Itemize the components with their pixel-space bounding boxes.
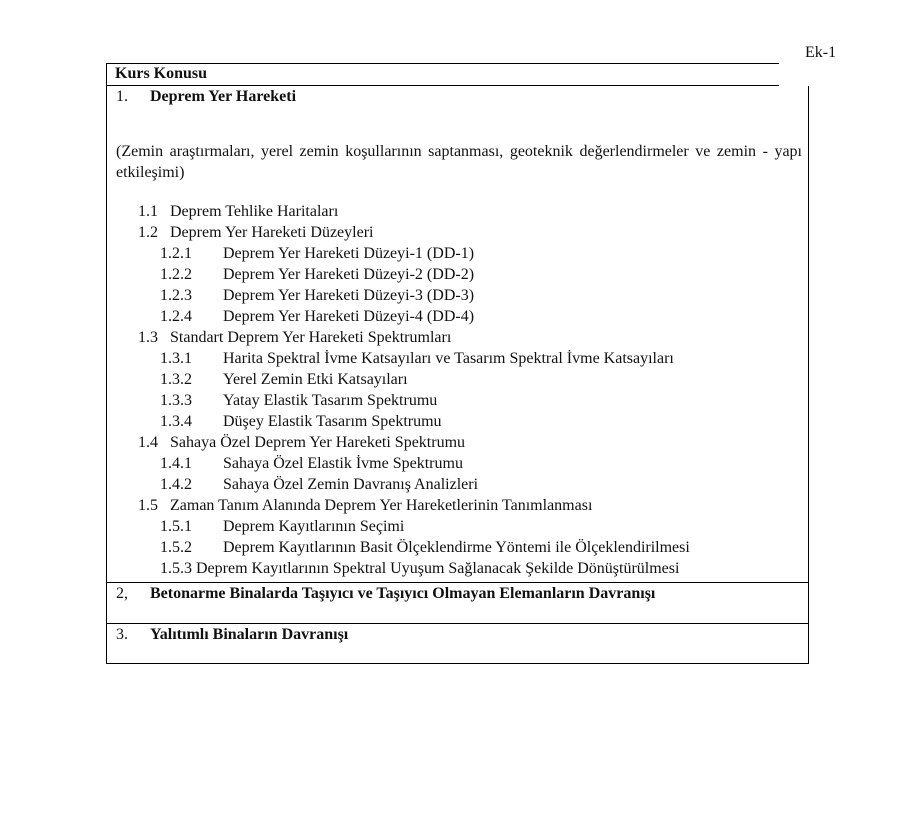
list-item: 1.4.2 Sahaya Özel Zemin Davranış Analizleri bbox=[160, 476, 479, 493]
section-3-row bbox=[107, 623, 808, 665]
list-item: 1.4 Sahaya Özel Deprem Yer Hareketi Spektrumu bbox=[138, 434, 466, 451]
annex-label: Ek-1 bbox=[805, 44, 837, 61]
section-3-number: 3. bbox=[116, 626, 128, 643]
list-item: 1.3.4 Düşey Elastik Tasarım Spektrumu bbox=[160, 413, 442, 430]
table-header-title: Kurs Konusu bbox=[115, 65, 208, 82]
section-1-number: 1. bbox=[116, 88, 128, 105]
header-left-rule bbox=[106, 63, 107, 86]
header-top-rule bbox=[106, 63, 779, 64]
list-item: 1.2.3 Deprem Yer Hareketi Düzeyi-3 (DD-3) bbox=[160, 287, 475, 304]
list-item: 1.3.2 Yerel Zemin Etki Katsayıları bbox=[160, 371, 408, 388]
list-item: 1.2.2 Deprem Yer Hareketi Düzeyi-2 (DD-2) bbox=[160, 266, 475, 283]
list-item: 1.3 Standart Deprem Yer Hareketi Spektrumları bbox=[138, 329, 452, 346]
section-2-number: 2, bbox=[116, 585, 128, 602]
section-2-row bbox=[107, 582, 808, 624]
section-2-title: Betonarme Binalarda Taşıyıcı ve Taşıyıcı Olmayan Elemanların Davranışı bbox=[150, 585, 656, 602]
list-item: 1.4.1 Sahaya Özel Elastik İvme Spektrumu bbox=[160, 455, 463, 472]
list-item: 1.5.2 Deprem Kayıtlarının Basit Ölçeklendirme Yöntemi ile Ölçeklendirilmesi bbox=[160, 539, 690, 556]
list-item: 1.3.1 Harita Spektral İvme Katsayıları ve Tasarım Spektral İvme Katsayıları bbox=[160, 350, 674, 367]
section-1-description: (Zemin araştırmaları, yerel zemin koşullarının saptanması, geoteknik değerlendirmeler ve zemin - yapı etkileşimi) bbox=[116, 143, 802, 181]
section-3-title: Yalıtımlı Binaların Davranışı bbox=[150, 626, 349, 643]
list-item: 1.5.3 Deprem Kayıtlarının Spektral Uyuşum Sağlanacak Şekilde Dönüştürülmesi bbox=[160, 560, 680, 577]
list-item: 1.2 Deprem Yer Hareketi Düzeyleri bbox=[138, 224, 374, 241]
list-item: 1.2.4 Deprem Yer Hareketi Düzeyi-4 (DD-4) bbox=[160, 308, 475, 325]
list-item: 1.3.3 Yatay Elastik Tasarım Spektrumu bbox=[160, 392, 438, 409]
list-item: 1.5.1 Deprem Kayıtlarının Seçimi bbox=[160, 518, 405, 535]
course-topics-table bbox=[106, 86, 809, 664]
section-1-title: Deprem Yer Hareketi bbox=[150, 88, 297, 105]
list-item: 1.5 Zaman Tanım Alanında Deprem Yer Hareketlerinin Tanımlanması bbox=[138, 497, 593, 514]
list-item: 1.2.1 Deprem Yer Hareketi Düzeyi-1 (DD-1) bbox=[160, 245, 475, 262]
section-1-row bbox=[107, 86, 808, 582]
list-item: 1.1 Deprem Tehlike Haritaları bbox=[138, 203, 339, 220]
